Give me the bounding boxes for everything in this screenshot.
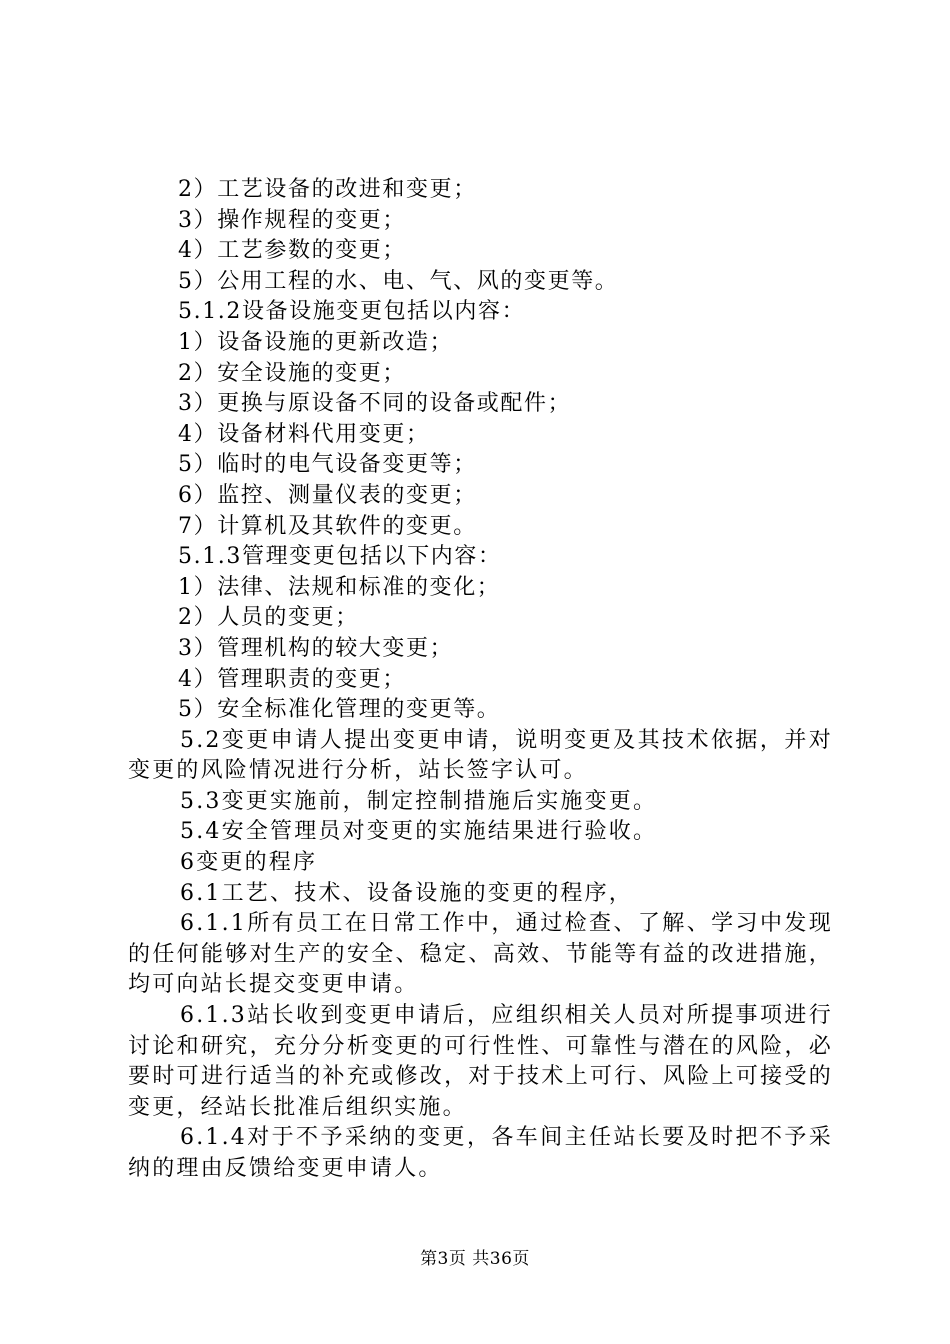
paragraph: 5.2变更申请人提出变更申请，说明变更及其技术依据，并对变更的风险情况进行分析，站长签字认可。 [128,727,833,784]
paragraph: 5.3变更实施前，制定控制措施后实施变更。 [180,788,658,814]
list-item: 7）计算机及其软件的变更。 [178,513,477,539]
list-item: 3）操作规程的变更； [178,207,406,233]
list-item: 3）更换与原设备不同的设备或配件； [178,391,572,417]
list-item: 4）工艺参数的变更； [178,238,406,264]
list-item: 4）管理职责的变更； [178,666,406,692]
paragraph: 5.4安全管理员对变更的实施结果进行验收。 [180,819,658,845]
paragraph: 6.1.1所有员工在日常工作中，通过检查、了解、学习中发现的任何能够对生产的安全、稳定、高效、节能等有益的改进措施，均可向站长提交变更申请。 [128,911,833,998]
list-item: 2）安全设施的变更； [178,360,406,386]
list-item: 1）法律、法规和标准的变化； [178,574,501,600]
list-item: 1）设备设施的更新改造； [178,329,454,355]
list-item: 4）设备材料代用变更； [178,421,430,447]
list-item: 2）人员的变更； [178,605,359,631]
list-item: 3）管理机构的较大变更； [178,635,454,661]
paragraph: 6.1.4对于不予采纳的变更，各车间主任站长要及时把不予采纳的理由反馈给变更申请人。 [128,1125,833,1181]
list-item: 5）临时的电气设备变更等； [178,452,477,478]
section-heading: 5.1.3管理变更包括以下内容： [178,544,502,570]
list-item: 6）监控、测量仪表的变更； [178,482,477,508]
page-number: 第3页 共36页 [420,1249,530,1269]
list-item: 5）公用工程的水、电、气、风的变更等。 [178,268,619,294]
paragraph: 6.1.3站长收到变更申请后，应组织相关人员对所提事项进行讨论和研究，充分分析变更的可行性性、可靠性与潜在的风险，必要时可进行适当的补充或修改，对于技术上可行、风险上可接受的变更，经站长批准后组织实施。 [128,1003,833,1120]
document-body [128,175,833,1185]
list-item: 2）工艺设备的改进和变更； [178,177,477,202]
section-heading: 6.1工艺、技术、设备设施的变更的程序， [180,880,633,906]
section-heading: 6变更的程序 [180,850,318,876]
section-heading: 5.1.2设备设施变更包括以内容： [178,299,526,325]
list-item: 5）安全标准化管理的变更等。 [178,697,501,723]
